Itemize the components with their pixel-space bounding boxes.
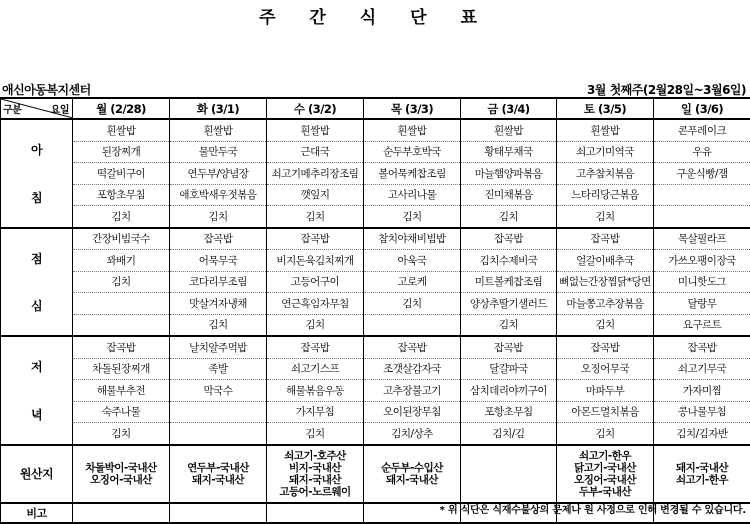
- menu-row: [1, 184, 750, 206]
- menu-item: 숙주나물: [73, 401, 170, 423]
- day-header: 수 (3/2): [267, 98, 364, 119]
- menu-item: 맛살겨자냉채: [170, 293, 267, 315]
- menu-item: 잡곡밥: [557, 336, 654, 358]
- menu-item: 흰쌀밥: [267, 119, 364, 141]
- day-header: 금 (3/4): [461, 98, 557, 119]
- menu-item: [73, 293, 170, 315]
- menu-item: 우유: [654, 141, 750, 163]
- corner-cell: [1, 98, 73, 119]
- footnote: * 위 식단은 식재수불상의 문제나 원 사정으로 인해 변경될 수 있습니다.: [440, 501, 746, 516]
- menu-item: 김치: [267, 206, 364, 228]
- menu-item: 오이된장무침: [364, 401, 461, 423]
- menu-item: 잡곡밥: [557, 228, 654, 250]
- menu-item: 애호박새우젓볶음: [170, 184, 267, 206]
- menu-item: 잡곡밥: [461, 228, 557, 250]
- menu-item: 목살필라프: [654, 228, 750, 250]
- origin-line: 두부-국내산: [557, 486, 653, 498]
- origin-line: 비지-국내산: [267, 462, 363, 474]
- menu-item: 김치: [557, 206, 654, 228]
- day-header: 토 (3/5): [557, 98, 654, 119]
- menu-item: 막국수: [170, 380, 267, 402]
- menu-item: 김치: [364, 206, 461, 228]
- menu-row: [1, 314, 750, 336]
- origin-cell: [170, 445, 267, 503]
- origin-line: 돼지-국내산: [267, 474, 363, 486]
- menu-item: 쇠고기메추리장조림: [267, 163, 364, 185]
- origin-line: 고등어-노르웨이: [267, 486, 363, 498]
- menu-item: 잡곡밥: [267, 228, 364, 250]
- menu-row: [1, 336, 750, 358]
- menu-item: 물만두국: [170, 141, 267, 163]
- menu-item: 가지무침: [267, 401, 364, 423]
- menu-item: 깻잎지: [267, 184, 364, 206]
- menu-item: 김치: [364, 293, 461, 315]
- menu-item: 김치: [267, 314, 364, 336]
- menu-item: 김치: [73, 271, 170, 293]
- menu-item: 요구르트: [654, 314, 750, 336]
- menu-item: 김치: [461, 206, 557, 228]
- menu-item: 해물부추전: [73, 380, 170, 402]
- menu-row: [1, 206, 750, 228]
- corner-label-category: 구분: [3, 101, 21, 116]
- menu-item: 김치: [461, 314, 557, 336]
- menu-item: 쇠고기무국: [654, 358, 750, 380]
- menu-item: 가쓰오팽이장국: [654, 250, 750, 272]
- origin-cell: [267, 445, 364, 503]
- menu-item: 고사리나물: [364, 184, 461, 206]
- menu-row: [1, 358, 750, 380]
- menu-item: 마늘쫑고추장볶음: [557, 293, 654, 315]
- menu-item: [654, 184, 750, 206]
- meal-label-char: 심: [31, 297, 42, 314]
- menu-item: 오징어무국: [557, 358, 654, 380]
- menu-item: 김치: [557, 314, 654, 336]
- menu-item: 구운식빵/잼: [654, 163, 750, 185]
- day-header: 일 (3/6): [654, 98, 750, 119]
- menu-item: 느타리당근볶음: [557, 184, 654, 206]
- menu-item: 꽈배기: [73, 250, 170, 272]
- day-header: 화 (3/1): [170, 98, 267, 119]
- menu-item: 잡곡밥: [461, 336, 557, 358]
- menu-item: [170, 401, 267, 423]
- origin-line: 연두부-국내산: [170, 462, 266, 474]
- menu-item: 양상추딸기샐러드: [461, 293, 557, 315]
- menu-item: 간장비빔국수: [73, 228, 170, 250]
- menu-item: 달걀파국: [461, 358, 557, 380]
- menu-item: [364, 314, 461, 336]
- menu-item: 김치/김자반: [654, 423, 750, 445]
- menu-item: 흰쌀밥: [73, 119, 170, 141]
- origin-cell: [73, 445, 170, 503]
- menu-item: [170, 423, 267, 445]
- origin-line: 돼지-국내산: [654, 462, 750, 474]
- meal-label-char: 녁: [31, 406, 42, 423]
- origin-line: 오징어-국내산: [73, 474, 169, 486]
- menu-row: [1, 380, 750, 402]
- menu-item: 족발: [170, 358, 267, 380]
- origin-line: 차돌박이-국내산: [73, 462, 169, 474]
- menu-item: 고로케: [364, 271, 461, 293]
- meal-label-char: 점: [31, 250, 42, 267]
- origin-line: 돼지-국내산: [364, 474, 460, 486]
- meal-label-char: 저: [31, 358, 42, 375]
- origin-cell: [364, 445, 461, 503]
- meal-label: [1, 228, 73, 337]
- day-header: 월 (2/28): [73, 98, 170, 119]
- menu-item: 황태무채국: [461, 141, 557, 163]
- menu-item: 김치: [73, 206, 170, 228]
- menu-item: 된장찌개: [73, 141, 170, 163]
- menu-item: [73, 314, 170, 336]
- menu-item: 잡곡밥: [73, 336, 170, 358]
- menu-item: 연근흑임자무침: [267, 293, 364, 315]
- menu-row: [1, 141, 750, 163]
- menu-item: 아몬드멸치볶음: [557, 401, 654, 423]
- menu-row: [1, 119, 750, 141]
- menu-item: 포항초무침: [461, 401, 557, 423]
- menu-row: [1, 228, 750, 250]
- menu-item: 흰쌀밥: [461, 119, 557, 141]
- header-row: [1, 98, 750, 119]
- menu-item: 고등어구이: [267, 271, 364, 293]
- menu-row: [1, 250, 750, 272]
- menu-row: [1, 401, 750, 423]
- menu-item: 김치: [170, 206, 267, 228]
- menu-item: 비지돈육김치찌개: [267, 250, 364, 272]
- menu-item: 김치/김: [461, 423, 557, 445]
- menu-row: [1, 293, 750, 315]
- meal-label: [1, 336, 73, 445]
- menu-item: 참치야채비빔밥: [364, 228, 461, 250]
- origin-line: 쇠고기-호주산: [267, 450, 363, 462]
- origin-line: 닭고기-국내산: [557, 462, 653, 474]
- menu-item: 순두부호박국: [364, 141, 461, 163]
- menu-item: 쇠고기미역국: [557, 141, 654, 163]
- remark-cell: [267, 503, 364, 523]
- menu-item: 해물볶음우동: [267, 380, 364, 402]
- menu-item: 고추장불고기: [364, 380, 461, 402]
- origin-cell: [557, 445, 654, 503]
- menu-item: 삼치데리야끼구이: [461, 380, 557, 402]
- menu-item: 조갯살감자국: [364, 358, 461, 380]
- menu-item: 차돌된장찌개: [73, 358, 170, 380]
- remark-cell: [170, 503, 267, 523]
- menu-item: 뼈없는간장찜닭*당면: [557, 271, 654, 293]
- menu-item: 어묵무국: [170, 250, 267, 272]
- menu-item: 흰쌀밥: [364, 119, 461, 141]
- menu-item: 김치: [267, 423, 364, 445]
- menu-item: 콘푸레이크: [654, 119, 750, 141]
- weekly-menu-table: [0, 97, 750, 524]
- menu-item: 김치: [170, 314, 267, 336]
- menu-item: 가자미찜: [654, 380, 750, 402]
- menu-item: [654, 206, 750, 228]
- menu-item: 잡곡밥: [267, 336, 364, 358]
- origin-line: 순두부-수입산: [364, 462, 460, 474]
- menu-item: 쇠고기스프: [267, 358, 364, 380]
- menu-item: 마늘햄양파볶음: [461, 163, 557, 185]
- origin-cell: [461, 445, 557, 503]
- menu-item: 잡곡밥: [364, 336, 461, 358]
- menu-item: 연두부/양념장: [170, 163, 267, 185]
- menu-item: 미니핫도그: [654, 271, 750, 293]
- menu-item: 김치/상추: [364, 423, 461, 445]
- day-header: 목 (3/3): [364, 98, 461, 119]
- menu-item: 미트볼케찹조림: [461, 271, 557, 293]
- menu-item: 김치: [557, 423, 654, 445]
- menu-item: 코다리무조림: [170, 271, 267, 293]
- meal-label-char: 침: [31, 189, 42, 206]
- origin-line: 쇠고기-한우: [654, 474, 750, 486]
- menu-item: 얼갈이배추국: [557, 250, 654, 272]
- page-title: 주 간 식 단 표: [0, 3, 750, 28]
- menu-item: 고추참치볶음: [557, 163, 654, 185]
- week-label: 3월 첫째주(2월28일~3월6일): [587, 81, 746, 98]
- menu-item: 김치: [73, 423, 170, 445]
- menu-row: [1, 271, 750, 293]
- origin-line: 오징어-국내산: [557, 474, 653, 486]
- meal-label-char: 아: [31, 141, 42, 158]
- menu-item: 마파두부: [557, 380, 654, 402]
- menu-item: 잡곡밥: [654, 336, 750, 358]
- origin-line: 돼지-국내산: [170, 474, 266, 486]
- menu-row: [1, 423, 750, 445]
- remark-cell: [73, 503, 170, 523]
- origin-row: [1, 445, 750, 503]
- menu-item: 콩나물무침: [654, 401, 750, 423]
- menu-item: 흰쌀밥: [557, 119, 654, 141]
- origin-line: 쇠고기-한우: [557, 450, 653, 462]
- menu-item: 떡갈비구이: [73, 163, 170, 185]
- menu-item: 근대국: [267, 141, 364, 163]
- meal-label: [1, 119, 73, 228]
- menu-item: 진미채볶음: [461, 184, 557, 206]
- origin-cell: [654, 445, 750, 503]
- menu-item: 김치수제비국: [461, 250, 557, 272]
- center-name: 애신아동복지센터: [2, 81, 91, 98]
- menu-item: 잡곡밥: [170, 228, 267, 250]
- menu-item: 달랑무: [654, 293, 750, 315]
- menu-item: 아욱국: [364, 250, 461, 272]
- origin-label: 원산지: [1, 445, 73, 503]
- menu-item: 포항초무침: [73, 184, 170, 206]
- menu-item: 날치알주먹밥: [170, 336, 267, 358]
- corner-label-day: 요일: [51, 101, 69, 116]
- menu-row: [1, 163, 750, 185]
- remark-label: 비고: [1, 503, 73, 523]
- menu-item: 흰쌀밥: [170, 119, 267, 141]
- menu-item: 볼어묵케찹조림: [364, 163, 461, 185]
